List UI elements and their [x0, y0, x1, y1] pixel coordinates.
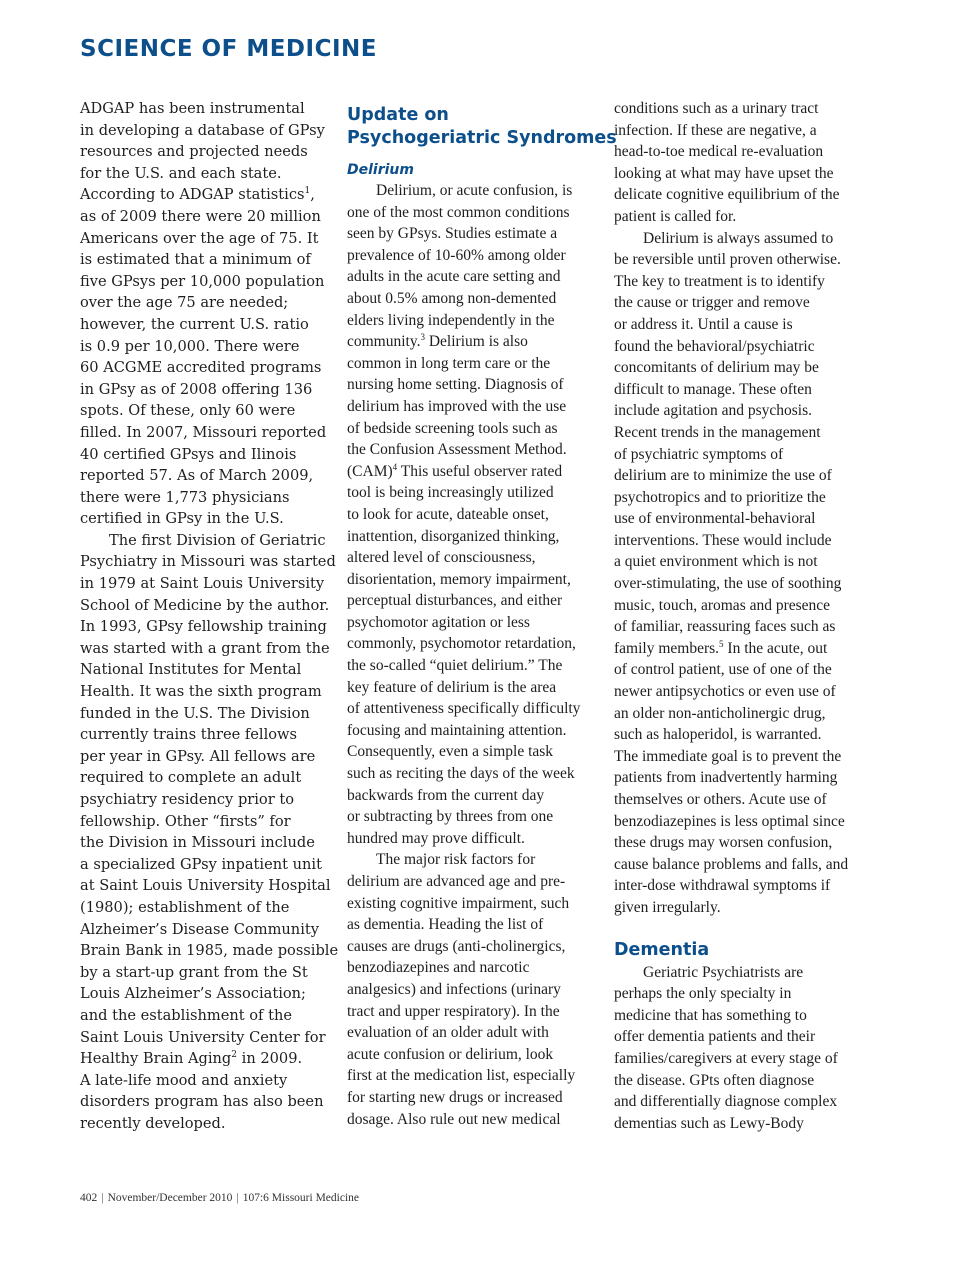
text-line: delirium has improved with the use	[347, 397, 567, 415]
text-line: School of Medicine by the author.	[80, 596, 330, 614]
column-1	[80, 98, 339, 1135]
section-heading-dementia: Dementia	[614, 939, 710, 960]
text-line: these drugs may worsen confusion,	[614, 834, 833, 852]
text-line: benzodiazepines and narcotic	[347, 959, 530, 977]
journal-name: 107:6 Missouri Medicine	[242, 1192, 360, 1204]
text-line: 40 certified GPsys and Ilinois	[80, 445, 297, 463]
text-line: by a start-up grant from the St	[80, 963, 308, 981]
text-line: National Institutes for Mental	[80, 661, 302, 679]
text-line: Healthy Brain Aging$^2$ in 2009.	[80, 1050, 303, 1068]
text-line: analgesics) and infections (urinary	[347, 980, 561, 998]
text-line: Recent trends in the management	[614, 423, 821, 441]
text-line: funded in the U.S. The Division	[80, 704, 310, 722]
text-line: Consequently, even a simple task	[347, 743, 554, 761]
text-line: Geriatric Psychiatrists are	[643, 963, 804, 981]
text-line: required to complete an adult	[80, 769, 302, 787]
text-line: include agitation and psychosis.	[614, 402, 813, 420]
text-line: inattention, disorganized thinking,	[347, 527, 560, 545]
text-line: use of environmental-behavioral	[614, 510, 816, 528]
text-line: the Division in Missouri include	[80, 834, 315, 852]
text-line: and the establishment of the	[80, 1006, 292, 1024]
page-footer	[80, 1192, 359, 1204]
text-line: or subtracting by threes from one	[347, 808, 554, 826]
text-line: such as haloperidol, is warranted.	[614, 726, 822, 744]
text-line: Saint Louis University Center for	[80, 1028, 326, 1046]
text-line: benzodiazepines is less optimal since	[614, 812, 845, 830]
footnote-ref: 5	[719, 638, 724, 649]
text-line: family members.$^5$ In the acute, out	[614, 638, 828, 657]
text-line: medicine that has something to	[614, 1006, 807, 1024]
text-line: the disease. GPts often diagnose	[614, 1071, 815, 1089]
text-line: infection. If these are negative, a	[614, 121, 817, 139]
text-line: newer antipsychotics or even use of	[614, 683, 836, 701]
text-line: According to ADGAP statistics$^1$,	[80, 186, 315, 204]
text-line: perceptual disturbances, and either	[347, 592, 563, 610]
text-line: A late-life mood and anxiety	[80, 1071, 288, 1089]
text-line: is estimated that a minimum of	[80, 251, 311, 269]
text-line: (CAM)$^4$ This useful observer rated	[347, 461, 563, 480]
text-line: there were 1,773 physicians	[80, 488, 290, 506]
text-line: be reversible until proven otherwise.	[614, 251, 841, 269]
text-line: of familiar, reassuring faces such as	[614, 618, 836, 636]
text-line: currently trains three fellows	[80, 726, 298, 744]
text-line: one of the most common conditions	[347, 203, 570, 221]
text-line: seen by GPsys. Studies estimate a	[347, 225, 558, 243]
text-line: offer dementia patients and their	[614, 1028, 816, 1046]
text-line: was started with a grant from the	[80, 639, 330, 657]
footnote-ref: 3	[420, 332, 425, 342]
text-line: focusing and maintaining attention.	[347, 721, 567, 739]
text-line: psychotropics and to prioritize the	[614, 488, 826, 506]
text-line: for starting new drugs or increased	[347, 1088, 563, 1106]
text-line: Delirium is always assumed to	[643, 229, 834, 247]
text-line: evaluation of an older adult with	[347, 1024, 549, 1042]
text-line: disorders program has also been	[80, 1093, 324, 1111]
text-line: certified in GPsy in the U.S.	[80, 510, 284, 528]
text-line: resources and projected needs	[80, 143, 308, 161]
text-line: Americans over the age of 75. It	[80, 229, 319, 247]
text-line: a specialized GPsy inpatient unit	[80, 855, 322, 873]
text-line: looking at what may have upset the	[614, 164, 834, 182]
issue-date: November/December 2010	[107, 1192, 233, 1204]
text-line: 60 ACGME accredited programs	[80, 359, 322, 377]
text-line: of attentiveness specifically difficulty	[347, 700, 581, 718]
text-line: delicate cognitive equilibrium of the	[614, 186, 840, 204]
text-line: filled. In 2007, Missouri reported	[80, 423, 327, 441]
text-line: given irregularly.	[614, 898, 721, 916]
text-line: existing cognitive impairment, such	[347, 894, 570, 912]
text-line: ADGAP has been instrumental	[80, 100, 305, 117]
text-line: conditions such as a urinary tract	[614, 100, 819, 117]
text-line: to look for acute, dateable onset,	[347, 505, 549, 523]
text-line: inter-dose withdrawal symptoms if	[614, 877, 831, 895]
text-line: (1980); establishment of the	[80, 898, 290, 916]
text-line: an older non-anticholinergic drug,	[614, 704, 826, 722]
text-line: of bedside screening tools such as	[347, 419, 558, 437]
text-line: Delirium, or acute confusion, is	[376, 182, 573, 199]
text-line: The immediate goal is to prevent the	[614, 747, 842, 765]
text-line: Health. It was the sixth program	[80, 683, 322, 701]
text-line: in 1979 at Saint Louis University	[80, 575, 325, 593]
text-line: or address it. Until a cause is	[614, 315, 793, 333]
page-number: 402	[80, 1192, 98, 1204]
section-heading: Update on	[347, 105, 449, 125]
section-heading: Psychogeriatric Syndromes	[347, 128, 617, 148]
text-line: common in long term care or the	[347, 354, 551, 372]
text-line: families/caregivers at every stage of	[614, 1049, 838, 1067]
text-line: perhaps the only specialty in	[614, 985, 792, 1003]
text-line: causes are drugs (anti-cholinergics,	[347, 937, 566, 955]
text-line: over the age 75 are needed;	[80, 294, 289, 312]
footer-divider: |	[101, 1192, 104, 1204]
text-line: delirium are advanced age and pre-	[347, 873, 566, 890]
text-line: per year in GPsy. All fellows are	[80, 747, 316, 765]
text-line: The key to treatment is to identify	[614, 272, 825, 290]
text-line: Psychiatry in Missouri was started	[80, 553, 336, 571]
text-line: first at the medication list, especially	[347, 1067, 576, 1085]
column-2	[347, 98, 617, 1130]
text-line: delirium are to minimize the use of	[614, 467, 832, 485]
text-line: is 0.9 per 10,000. There were	[80, 337, 300, 355]
text-line: as dementia. Heading the list of	[347, 916, 544, 934]
text-line: backwards from the current day	[347, 786, 545, 804]
text-line: altered level of consciousness,	[347, 549, 536, 567]
sub-heading: Delirium	[347, 162, 414, 178]
text-line: Alzheimer’s Disease Community	[80, 920, 319, 938]
text-line: reported 57. As of March 2009,	[80, 467, 314, 485]
text-line: over-stimulating, the use of soothing	[614, 575, 842, 593]
text-line: the Confusion Assessment Method.	[347, 441, 567, 459]
footnote-ref: 2	[231, 1050, 238, 1061]
text-line: prevalence of 10-60% among older	[347, 246, 566, 264]
text-line: community.$^3$ Delirium is also	[347, 332, 528, 351]
text-line: spots. Of these, only 60 were	[80, 402, 296, 420]
text-line: recently developed.	[80, 1114, 226, 1132]
text-line: dosage. Also rule out new medical	[347, 1110, 561, 1128]
footnote-ref: 4	[392, 461, 398, 472]
text-line: In 1993, GPsy fellowship training	[80, 618, 327, 636]
text-line: The major risk factors for	[376, 851, 536, 869]
text-line: patients from inadvertently harming	[614, 769, 838, 787]
text-line: acute confusion or delirium, look	[347, 1045, 554, 1063]
text-line: in developing a database of GPsy	[80, 121, 325, 139]
column-3	[614, 98, 864, 1134]
section-title: SCIENCE OF MEDICINE	[80, 36, 377, 62]
text-line: in GPsy as of 2008 offering 136	[80, 380, 313, 398]
text-line: for the U.S. and each state.	[80, 164, 282, 182]
text-line: about 0.5% among non-demented	[347, 289, 557, 307]
text-line: themselves or others. Acute use of	[614, 791, 827, 808]
text-line: The first Division of Geriatric	[109, 531, 326, 549]
text-line: interventions. These would include	[614, 531, 832, 549]
footnote-ref: 1	[304, 186, 311, 197]
text-line: psychiatry residency prior to	[80, 791, 294, 808]
text-line: Louis Alzheimer’s Association;	[80, 985, 306, 1003]
text-line: found the behavioral/psychiatric	[614, 337, 815, 355]
text-line: adults in the acute care setting and	[347, 268, 561, 286]
text-line: five GPsys per 10,000 population	[80, 272, 325, 290]
text-line: fellowship. Other “firsts” for	[80, 812, 291, 830]
text-line: as of 2009 there were 20 million	[80, 207, 321, 225]
text-line: cause balance problems and falls, and	[614, 855, 849, 873]
text-line: nursing home setting. Diagnosis of	[347, 376, 564, 394]
text-line: of control patient, use of one of the	[614, 661, 832, 679]
text-line: of psychiatric symptoms of	[614, 445, 784, 463]
text-line: the cause or trigger and remove	[614, 294, 810, 312]
text-line: patient is called for.	[614, 207, 737, 225]
text-line: head-to-toe medical re-evaluation	[614, 143, 824, 161]
text-line: the so-called “quiet delirium.” The	[347, 657, 563, 675]
text-line: at Saint Louis University Hospital	[80, 877, 331, 895]
text-line: such as reciting the days of the week	[347, 765, 575, 783]
text-line: difficult to manage. These often	[614, 380, 812, 398]
text-line: tool is being increasingly utilized	[347, 484, 554, 502]
text-line: and differentially diagnose complex	[614, 1093, 838, 1111]
text-line: Brain Bank in 1985, made possible	[80, 942, 339, 960]
text-line: elders living independently in the	[347, 311, 555, 329]
text-line: hundred may prove difficult.	[347, 829, 525, 847]
text-line: however, the current U.S. ratio	[80, 315, 309, 333]
text-line: concomitants of delirium may be	[614, 359, 819, 377]
text-line: commonly, psychomotor retardation,	[347, 635, 576, 653]
text-line: psychomotor agitation or less	[347, 613, 530, 631]
text-line: key feature of delirium is the area	[347, 678, 557, 696]
text-line: a quiet environment which is not	[614, 553, 818, 571]
text-line: dementias such as Lewy-Body	[614, 1114, 804, 1132]
text-line: music, touch, aromas and presence	[614, 596, 831, 614]
footer-divider: |	[236, 1192, 239, 1204]
text-line: disorientation, memory impairment,	[347, 570, 571, 588]
text-line: tract and upper respiratory). In the	[347, 1002, 560, 1020]
